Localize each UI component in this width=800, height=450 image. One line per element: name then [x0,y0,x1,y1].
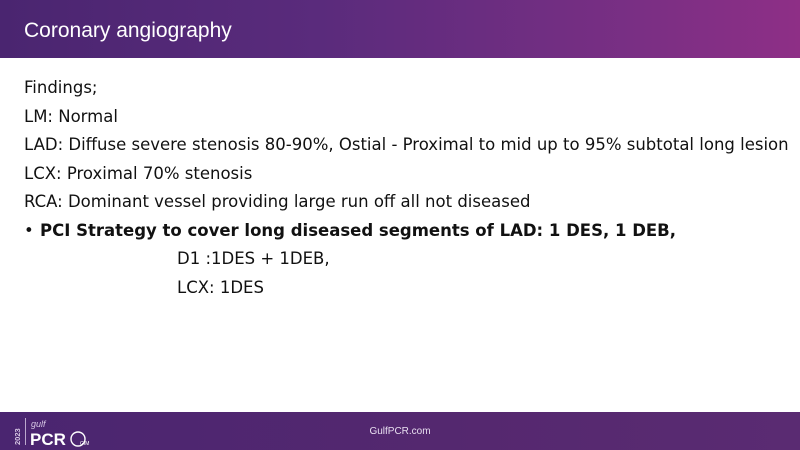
logo-pcr: PCR [30,430,66,449]
strategy-d1: D1 :1DES + 1DEB, [177,249,330,268]
slide-content [24,74,789,302]
strategy-text: PCI Strategy to cover long diseased segments of LAD: 1 DES, 1 DEB, [40,220,677,240]
logo-gulf: gulf [31,419,46,429]
logo-gim: GIM [80,441,90,447]
slide-title: Coronary angiography [24,19,232,42]
finding-lad: LAD: Diffuse severe stenosis 80-90%, Ostial - Proximal to mid up to 95% subtotal long lesion [24,135,789,154]
logo-year: 2023 [13,428,22,445]
footer-website: GulfPCR.com [369,426,431,437]
strategy-bullet-item [24,217,784,246]
slide-footer [0,412,800,450]
findings-label: Findings; [24,78,98,97]
finding-lm: LM: Normal [24,106,118,126]
finding-lcx: LCX: Proximal 70% stenosis [24,163,253,183]
slide-header [0,0,800,58]
bullet-icon: • [24,220,34,240]
finding-rca: RCA: Dominant vessel providing large run off all not diseased [24,192,531,211]
strategy-lcx: LCX: 1DES [177,277,264,297]
